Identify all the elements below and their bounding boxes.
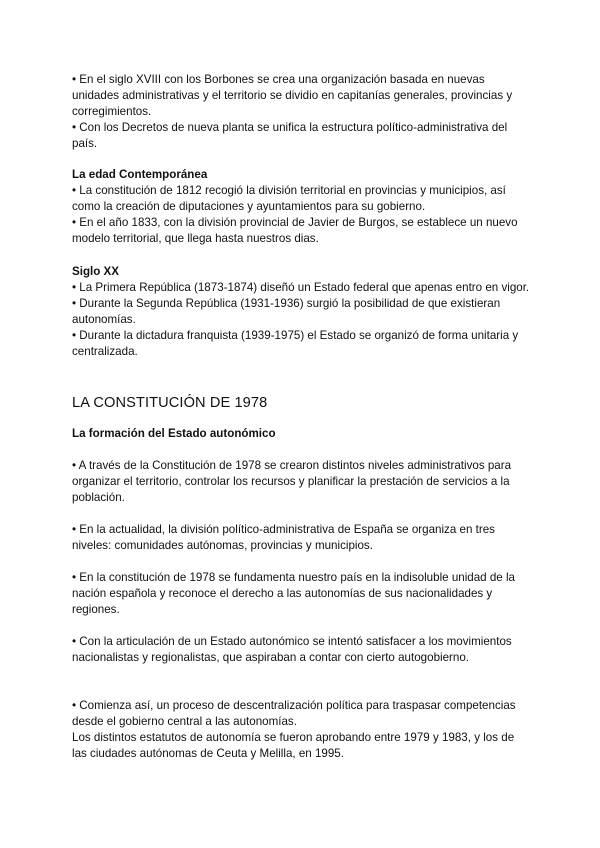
intro-section <box>72 72 532 152</box>
siglo-xx-bullet-1: • La Primera República (1873-1874) diseñó un Estado federal que apenas entro en vigor. <box>72 281 530 294</box>
contemporanea-section <box>72 167 532 247</box>
paragraph-text: • En la actualidad, la división político-administrativa de España se organiza en tres niveles: comunidades autónomas, provincias y municipios. <box>72 523 495 552</box>
contemporanea-bullet-2: • En el año 1833, con la división provincial de Javier de Burgos, se establece un nuevo modelo territorial, que llega hasta nuestros dias. <box>72 216 518 245</box>
intro-bullet-1: • En el siglo XVIII con los Borbones se crea una organización basada en nuevas unidades administrativas y el territorio se dividio en capitanías generales, provincias y corregimientos. <box>72 73 513 118</box>
paragraph-3 <box>72 570 532 618</box>
paragraph-text: • A través de la Constitución de 1978 se crearon distintos niveles administrativos para organizar el territorio, controlar los recursos y planificar la prestación de servicios a la población. <box>72 459 512 504</box>
paragraph-5 <box>72 698 532 762</box>
siglo-xx-bullet-2: • Durante la Segunda República (1931-1936) surgió la posibilidad de que existieran autonomías. <box>72 297 501 326</box>
section-subheading: La formación del Estado autonómico <box>72 427 276 440</box>
paragraph-2 <box>72 522 532 554</box>
section-heading: Siglo XX <box>72 265 120 278</box>
page-title: LA CONSTITUCIÓN DE 1978 <box>72 395 268 411</box>
section-heading: La edad Contemporánea <box>72 168 208 181</box>
paragraph-text: • Comienza así, un proceso de descentralización política para traspasar competencias desde el gobierno central a las autonomías. <box>72 699 516 728</box>
siglo-xx-section <box>72 264 532 360</box>
intro-bullet-2: • Con los Decretos de nueva planta se unifica la estructura político-administrativa del país. <box>72 121 508 150</box>
contemporanea-bullet-1: • La constitución de 1812 recogió la división territorial en provincias y municipios, así como la creación de diputaciones y ayuntamientos para su gobierno. <box>72 184 506 213</box>
paragraph-1 <box>72 458 532 506</box>
paragraph-text: • En la constitución de 1978 se fundamenta nuestro país en la indisoluble unidad de la nación española y reconoce el derecho a las autonomías de sus nacionalidades y regiones. <box>72 571 515 616</box>
constitucion-subheading-block <box>72 426 532 442</box>
paragraph-text: • Con la articulación de un Estado autonómico se intentó satisfacer a los movimientos nacionalistas y regionalistas, que aspiraban a contar con cierto autogobierno. <box>72 635 512 664</box>
paragraph-text: Los distintos estatutos de autonomía se fueron aprobando entre 1979 y 1983, y los de las ciudades autónomas de Ceuta y Melilla, en 1995. <box>72 731 515 760</box>
paragraph-4 <box>72 634 532 666</box>
siglo-xx-bullet-3: • Durante la dictadura franquista (1939-1975) el Estado se organizó de forma unitaria y centralizada. <box>72 329 519 358</box>
